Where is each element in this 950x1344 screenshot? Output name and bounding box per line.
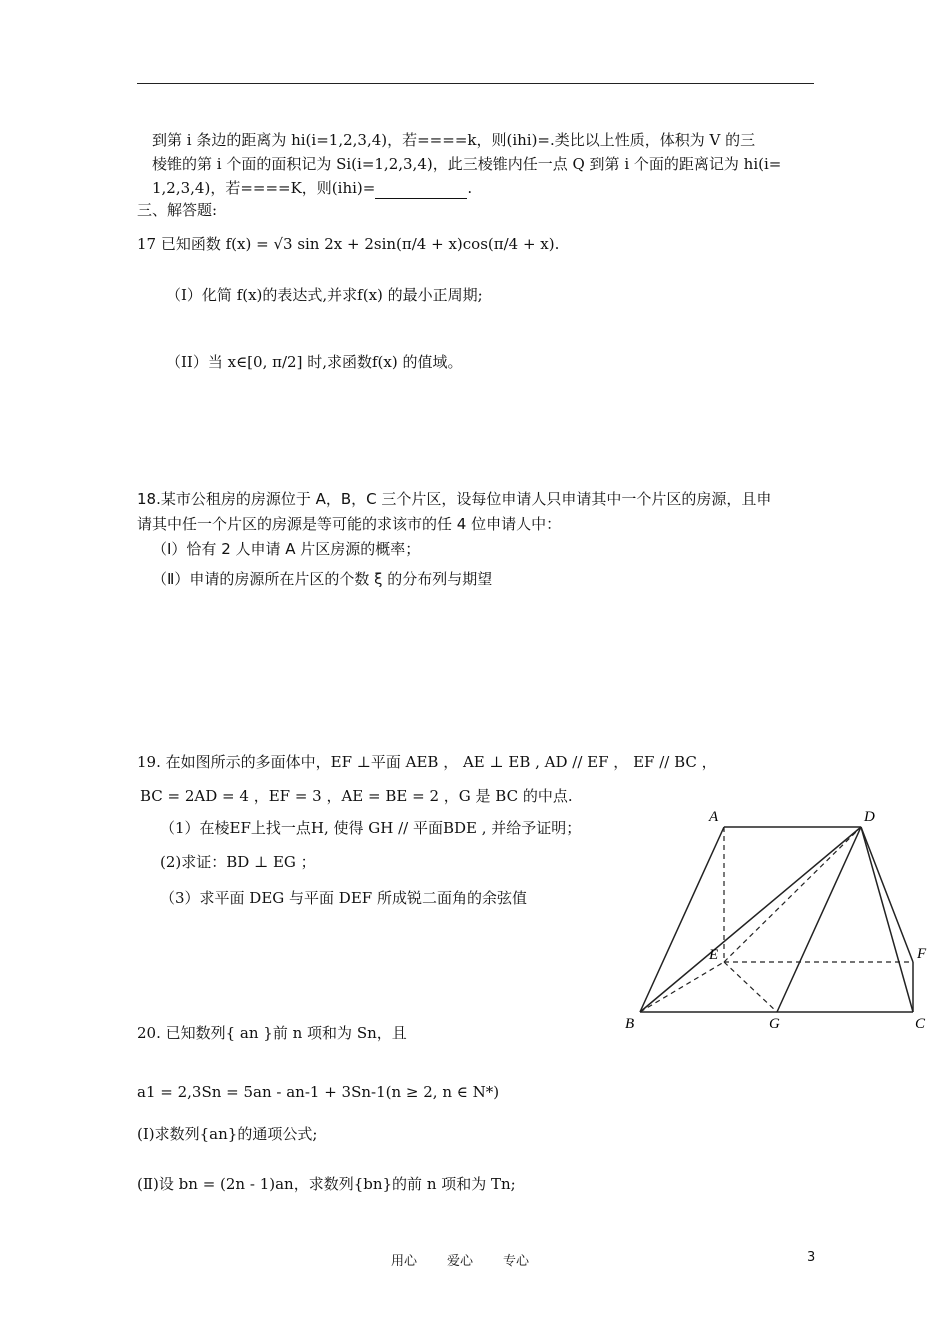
q19-part-2: (2)求证：BD ⊥ EG ；: [160, 853, 316, 871]
edge-EG: [724, 962, 777, 1012]
polyhedron-figure: [615, 800, 935, 1040]
label-E: E: [709, 947, 719, 963]
q19-line-1: 19. 在如图所示的多面体中，EF ⊥平面 AEB ， AE ⊥ EB , AD // EF ， EF // BC ，: [137, 753, 717, 771]
intro-line-3: 1,2,3,4)，若====K，则(ihi)= .: [152, 179, 473, 197]
q20-condition: a1 = 2,3Sn = 5an - an-1 + 3Sn-1(n ≥ 2, n ∈ N*): [137, 1083, 500, 1101]
q20-part-2: (Ⅱ)设 bn = (2n - 1)an，求数列{bn}的前 n 项和为 Tn;: [137, 1175, 516, 1193]
q17-stem: 17 已知函数 f(x) = √3 sin 2x + 2sin(π/4 + x)cos(π/4 + x).: [137, 235, 560, 253]
edge-BE: [640, 962, 724, 1012]
label-C: C: [915, 1016, 926, 1032]
q18-stem-1: 18.某市公租房的房源位于 A，B，C 三个片区，设每位申请人只申请其中一个片区的房源，且申: [137, 490, 772, 508]
intro-line-1: 到第 i 条边的距离为 hi(i=1,2,3,4)，若====k，则(ihi)=.类比以上性质，体积为 V 的三: [152, 131, 756, 149]
section-heading: 三、解答题:: [137, 201, 218, 219]
q17-part-2: （II）当 x∈[0, π/2] 时,求函数f(x) 的值域。: [166, 353, 463, 371]
intro-line-2: 棱锥的第 i 个面的面积记为 Si(i=1,2,3,4)，此三棱锥内任一点 Q 到第 i 个面的距离记为 hi(i=: [152, 155, 782, 173]
header-rule: [137, 83, 814, 84]
footer-motto-1: 用心: [391, 1254, 418, 1269]
label-A: A: [709, 809, 719, 825]
q20-part-1: (Ⅰ)求数列{an}的通项公式;: [137, 1125, 318, 1143]
intro-line-3-text: 1,2,3,4)，若====K，则(ihi)=: [152, 179, 376, 197]
footer-motto-2: 爱心: [447, 1254, 474, 1269]
edge-DC: [861, 827, 913, 1012]
q18-part-2: （Ⅱ）申请的房源所在片区的个数 ξ 的分布列与期望: [152, 570, 493, 588]
q19-part-3: （3）求平面 DEG 与平面 DEF 所成锐二面角的余弦值: [160, 889, 527, 907]
label-G: G: [769, 1016, 780, 1032]
edge-DF: [861, 827, 913, 962]
q18-part-1: （Ⅰ）恰有 2 人申请 A 片区房源的概率；: [152, 540, 421, 558]
q18-stem-2: 请其中任一个片区的房源是等可能的求该市的任 4 位申请人中：: [137, 515, 562, 533]
label-B: B: [625, 1016, 635, 1032]
label-D: D: [864, 809, 875, 825]
edge-BD: [640, 827, 861, 1012]
edge-ED: [724, 827, 861, 962]
q19-part-1: （1）在棱EF上找一点H, 使得 GH // 平面BDE , 并给予证明；: [160, 819, 582, 837]
edge-AB: [640, 827, 724, 1012]
q19-line-2: BC = 2AD = 4 ，EF = 3 ，AE = BE = 2 ，G 是 BC 的中点.: [140, 787, 573, 805]
q20-stem: 20. 已知数列{ an }前 n 项和为 Sn，且: [137, 1024, 407, 1042]
footer-motto-3: 专心: [503, 1254, 530, 1269]
answer-blank: [375, 178, 467, 199]
edge-GD: [777, 827, 861, 1012]
q17-part-1: （I）化简 f(x)的表达式,并求f(x) 的最小正周期;: [166, 286, 483, 304]
page-number: 3: [807, 1250, 816, 1265]
label-F: F: [917, 946, 927, 962]
